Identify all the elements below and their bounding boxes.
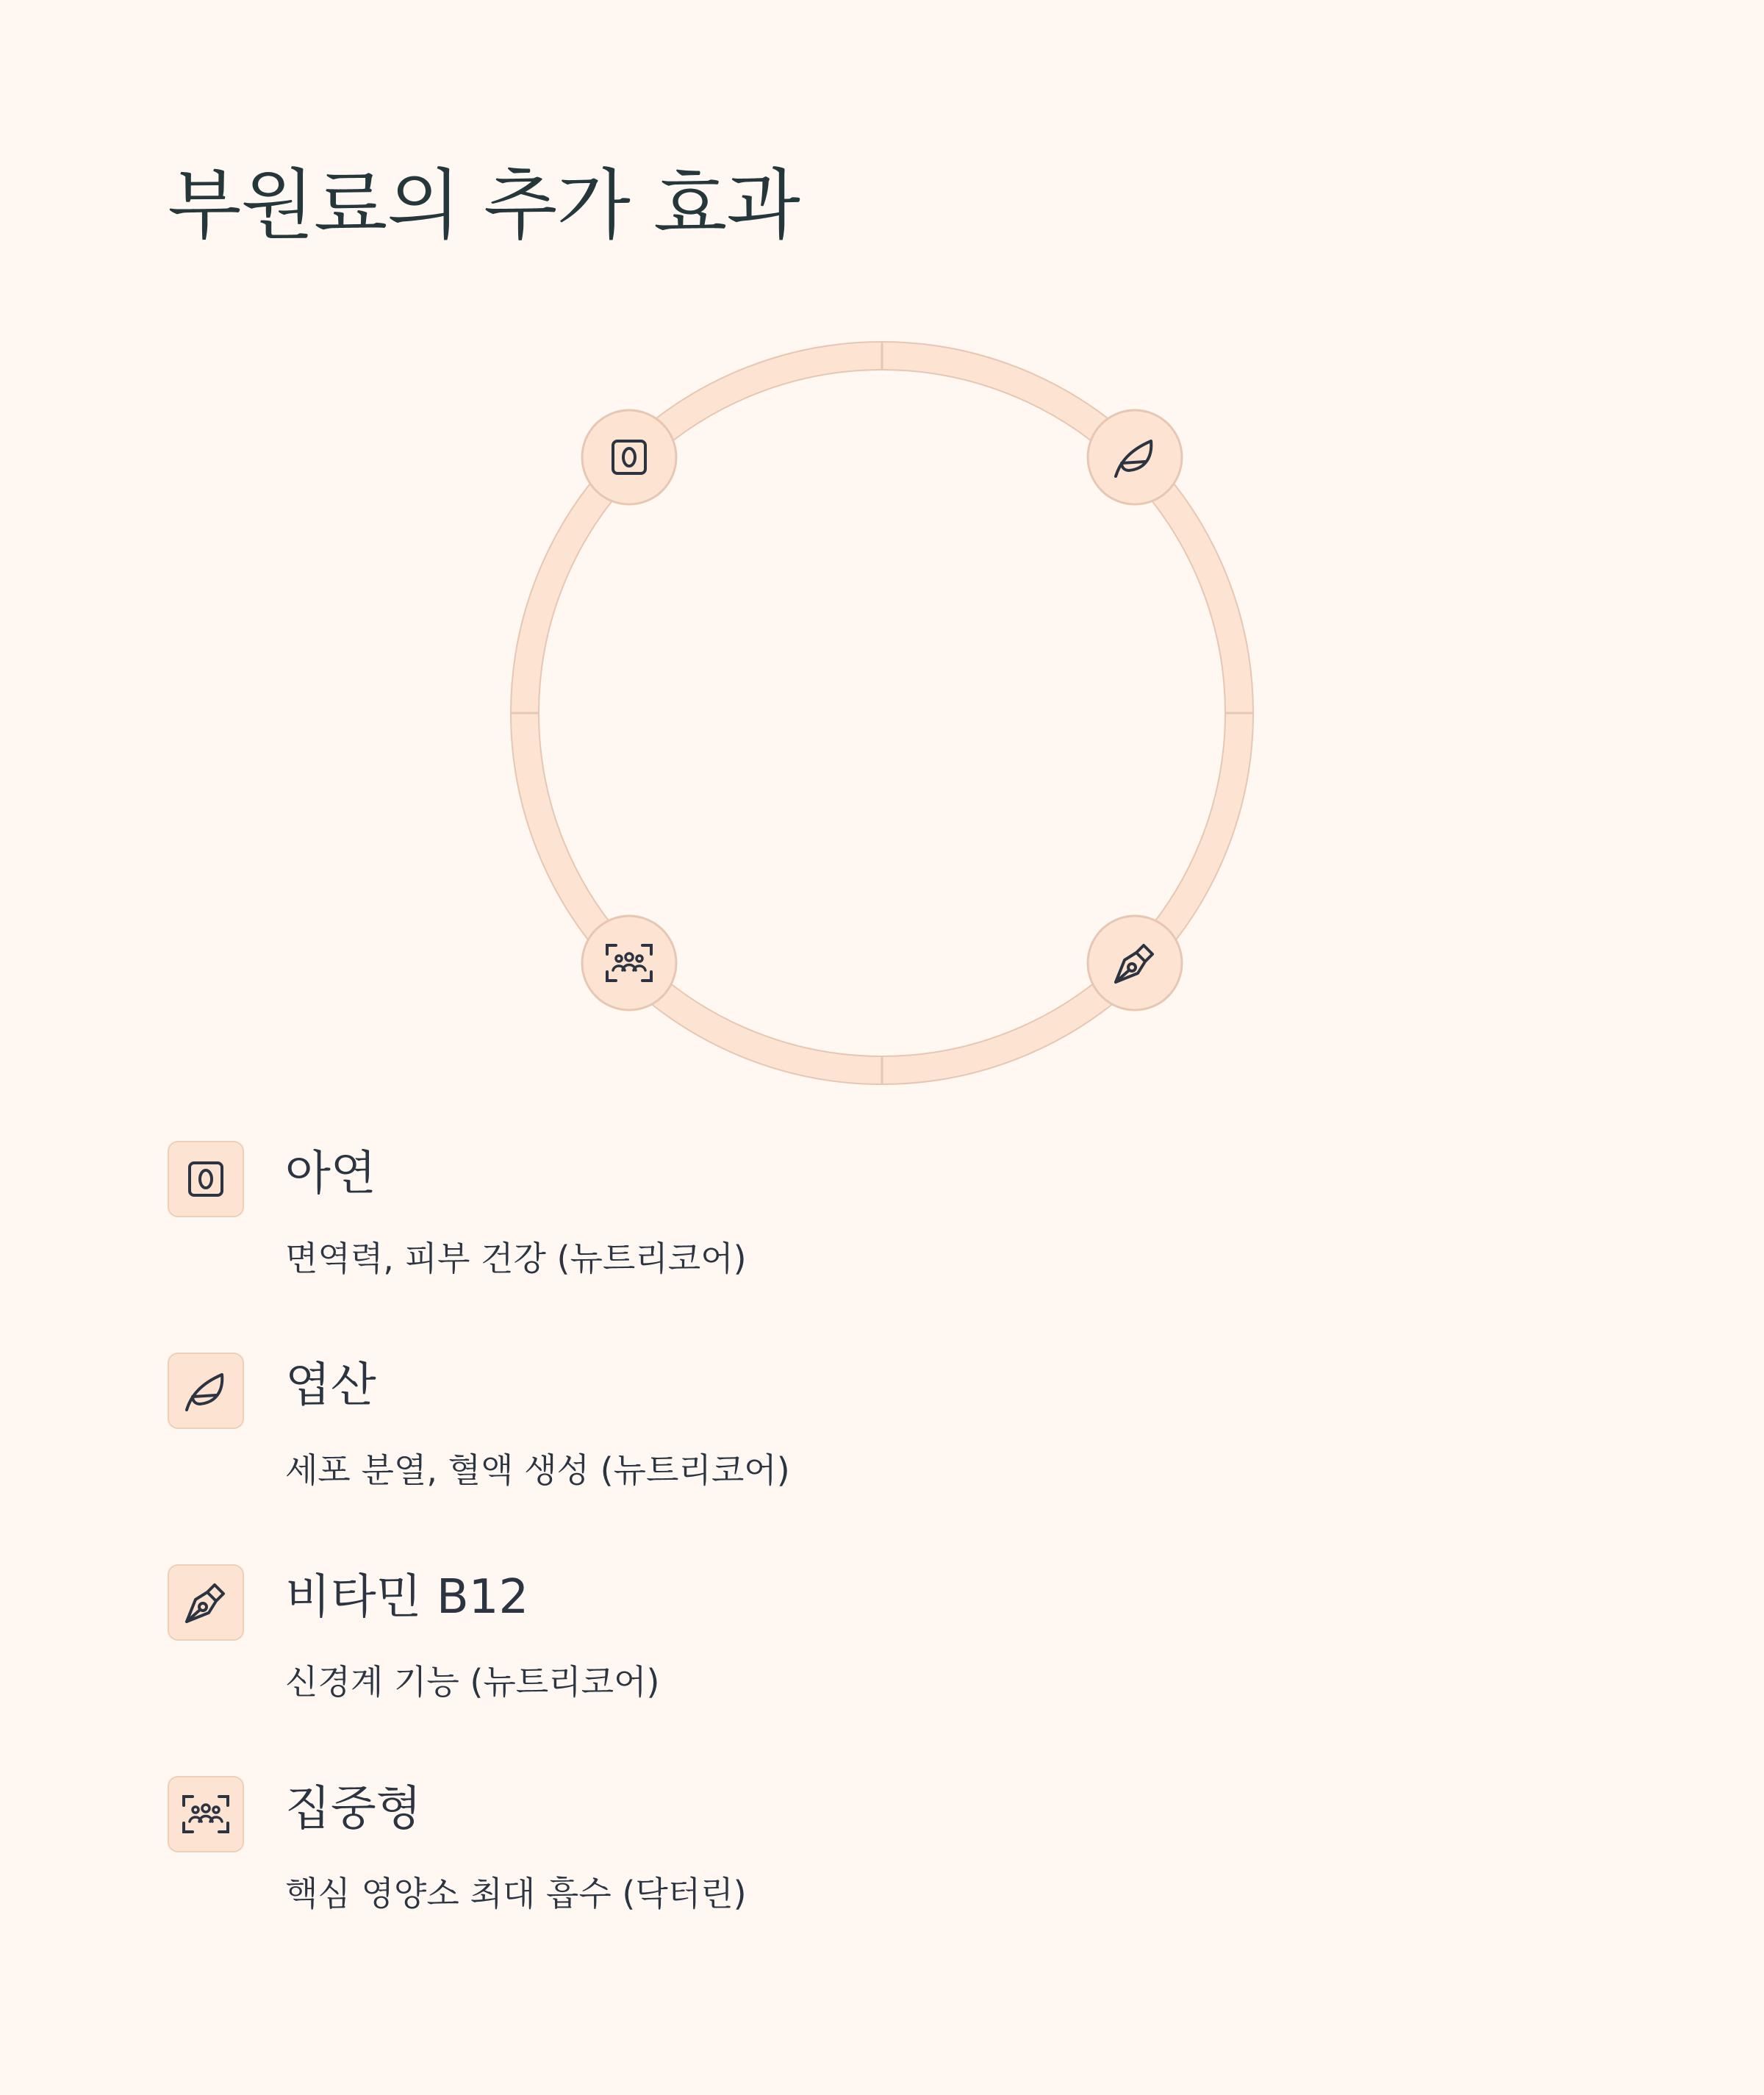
item-title: 엽산 [285,1358,376,1413]
item-icon-box [168,1141,244,1217]
item-title: 아연 [285,1147,376,1201]
cycle-node-b12 [1088,916,1182,1010]
leaf-icon [184,1369,228,1413]
list-item [168,1353,1270,1544]
cycle-diagram [500,331,1264,1095]
group-scan-icon [182,1791,229,1838]
list-item [168,1564,1270,1755]
square-zero-icon [184,1157,228,1201]
cycle-node-zinc [582,410,676,504]
list-item [168,1776,1270,1967]
item-icon-box [168,1776,244,1852]
item-icon-box [168,1353,244,1429]
item-description: 면역력, 피부 건강 (뉴트리코어) [285,1239,747,1278]
item-description: 핵심 영양소 최대 흡수 (닥터린) [285,1874,747,1913]
item-title: 비타민 B12 [285,1570,529,1625]
item-description: 신경계 기능 (뉴트리코어) [285,1662,660,1702]
pen-nib-icon [184,1580,228,1625]
cycle-node-focus [582,916,676,1010]
item-description: 세포 분열, 혈액 생성 (뉴트리코어) [285,1450,790,1490]
cycle-node-folate [1088,410,1182,504]
item-icon-box [168,1564,244,1641]
item-title: 집중형 [285,1782,422,1836]
page-title: 부원료의 추가 효과 [168,160,800,250]
list-item [168,1141,1270,1332]
